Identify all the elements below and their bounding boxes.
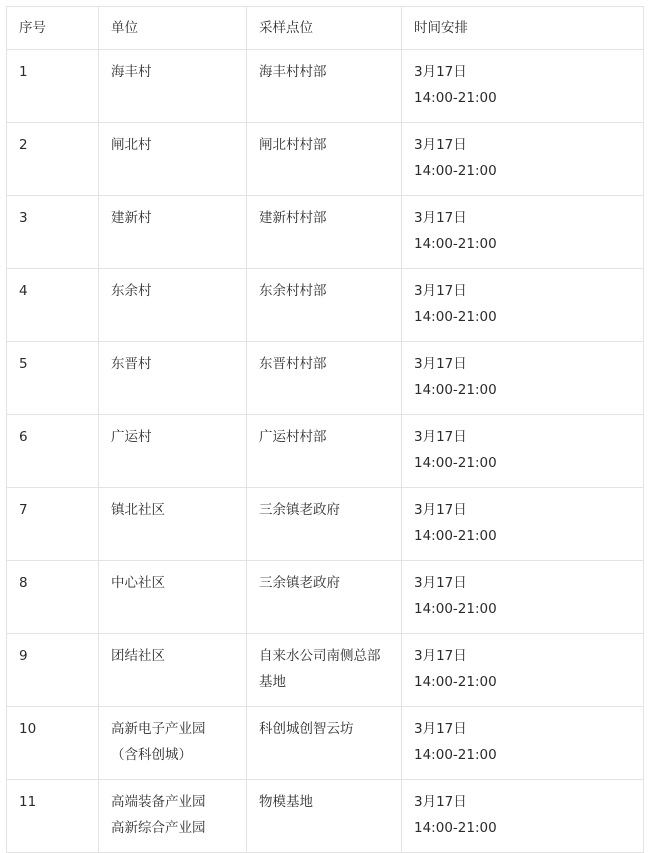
cell-site	[247, 780, 402, 853]
cell-time-line: 3月17日	[414, 429, 467, 445]
cell-site-line: 东余村村部	[259, 283, 327, 299]
sampling-schedule-table	[6, 6, 644, 853]
cell-unit-line: （含科创城）	[111, 747, 192, 763]
table-row	[7, 196, 644, 269]
cell-site-line: 基地	[259, 674, 286, 690]
cell-site	[247, 50, 402, 123]
cell-index	[7, 707, 99, 780]
cell-site-line: 建新村村部	[259, 210, 327, 226]
cell-site	[247, 488, 402, 561]
table-row	[7, 780, 644, 853]
cell-time-line: 14:00-21:00	[414, 90, 497, 106]
cell-unit-line: 高新综合产业园	[111, 820, 206, 836]
cell-unit-line: 高端装备产业园	[111, 794, 206, 810]
cell-time-line: 14:00-21:00	[414, 601, 497, 617]
cell-index	[7, 50, 99, 123]
cell-time-line: 14:00-21:00	[414, 747, 497, 763]
cell-unit-line: 高新电子产业园	[111, 721, 206, 737]
cell-unit	[99, 269, 247, 342]
cell-unit-line: 东余村	[111, 283, 152, 299]
cell-index-line: 5	[19, 356, 28, 372]
cell-index-line: 10	[19, 721, 37, 737]
cell-site	[247, 269, 402, 342]
cell-site-line: 物模基地	[259, 794, 313, 810]
column-header-site: 采样点位	[247, 7, 402, 50]
cell-unit-line: 闸北村	[111, 137, 152, 153]
cell-time-line: 3月17日	[414, 648, 467, 664]
cell-time-line: 3月17日	[414, 137, 467, 153]
cell-time	[402, 50, 644, 123]
cell-time-line: 14:00-21:00	[414, 163, 497, 179]
cell-site	[247, 561, 402, 634]
table-row	[7, 707, 644, 780]
cell-unit-line: 镇北社区	[111, 502, 165, 518]
cell-site	[247, 123, 402, 196]
cell-time-line: 3月17日	[414, 283, 467, 299]
table-row	[7, 123, 644, 196]
cell-unit	[99, 415, 247, 488]
cell-time	[402, 707, 644, 780]
cell-unit	[99, 780, 247, 853]
cell-time	[402, 634, 644, 707]
cell-site-line: 广运村村部	[259, 429, 327, 445]
cell-unit	[99, 123, 247, 196]
table-row	[7, 342, 644, 415]
cell-site-line: 海丰村村部	[259, 64, 327, 80]
cell-index-line: 11	[19, 794, 37, 810]
cell-time-line: 3月17日	[414, 210, 467, 226]
cell-time-line: 14:00-21:00	[414, 236, 497, 252]
cell-site-line: 自来水公司南侧总部	[259, 648, 381, 664]
cell-time-line: 3月17日	[414, 721, 467, 737]
cell-index-line: 4	[19, 283, 28, 299]
cell-site	[247, 196, 402, 269]
table-header-row	[7, 7, 644, 50]
table-row	[7, 561, 644, 634]
cell-unit	[99, 342, 247, 415]
cell-time	[402, 342, 644, 415]
cell-time-line: 14:00-21:00	[414, 455, 497, 471]
table-header	[7, 7, 644, 50]
cell-index-line: 2	[19, 137, 28, 153]
cell-time	[402, 415, 644, 488]
cell-time-line: 3月17日	[414, 64, 467, 80]
cell-index	[7, 415, 99, 488]
cell-time	[402, 488, 644, 561]
cell-site	[247, 634, 402, 707]
cell-index	[7, 780, 99, 853]
cell-time-line: 3月17日	[414, 502, 467, 518]
column-header-time: 时间安排	[402, 7, 644, 50]
cell-index-line: 1	[19, 64, 28, 80]
cell-site-line: 三余镇老政府	[259, 575, 340, 591]
cell-time-line: 3月17日	[414, 575, 467, 591]
cell-index	[7, 488, 99, 561]
cell-time	[402, 123, 644, 196]
table-row	[7, 269, 644, 342]
cell-unit	[99, 561, 247, 634]
cell-index	[7, 342, 99, 415]
cell-index-line: 9	[19, 648, 28, 664]
cell-index	[7, 269, 99, 342]
cell-time	[402, 561, 644, 634]
cell-time	[402, 196, 644, 269]
cell-unit-line: 广运村	[111, 429, 152, 445]
cell-site-line: 三余镇老政府	[259, 502, 340, 518]
cell-unit-line: 东晋村	[111, 356, 152, 372]
cell-site	[247, 707, 402, 780]
cell-time-line: 14:00-21:00	[414, 674, 497, 690]
cell-index-line: 6	[19, 429, 28, 445]
cell-index-line: 8	[19, 575, 28, 591]
table-row	[7, 50, 644, 123]
cell-unit	[99, 196, 247, 269]
cell-unit-line: 海丰村	[111, 64, 152, 80]
cell-time-line: 14:00-21:00	[414, 309, 497, 325]
cell-index-line: 3	[19, 210, 28, 226]
cell-time-line: 14:00-21:00	[414, 820, 497, 836]
cell-time	[402, 780, 644, 853]
cell-time-line: 14:00-21:00	[414, 382, 497, 398]
cell-time-line: 3月17日	[414, 794, 467, 810]
cell-unit-line: 团结社区	[111, 648, 165, 664]
cell-site-line: 科创城创智云坊	[259, 721, 354, 737]
table-row	[7, 488, 644, 561]
cell-site	[247, 415, 402, 488]
cell-unit	[99, 634, 247, 707]
table-body	[7, 50, 644, 853]
cell-unit	[99, 488, 247, 561]
cell-unit	[99, 707, 247, 780]
cell-index	[7, 634, 99, 707]
table-row	[7, 415, 644, 488]
cell-time-line: 3月17日	[414, 356, 467, 372]
cell-time	[402, 269, 644, 342]
cell-unit	[99, 50, 247, 123]
table-row	[7, 634, 644, 707]
cell-time-line: 14:00-21:00	[414, 528, 497, 544]
cell-site	[247, 342, 402, 415]
cell-index-line: 7	[19, 502, 28, 518]
cell-index	[7, 196, 99, 269]
cell-unit-line: 建新村	[111, 210, 152, 226]
cell-index	[7, 561, 99, 634]
column-header-unit: 单位	[99, 7, 247, 50]
column-header-index: 序号	[7, 7, 99, 50]
cell-site-line: 东晋村村部	[259, 356, 327, 372]
cell-unit-line: 中心社区	[111, 575, 165, 591]
cell-index	[7, 123, 99, 196]
cell-site-line: 闸北村村部	[259, 137, 327, 153]
